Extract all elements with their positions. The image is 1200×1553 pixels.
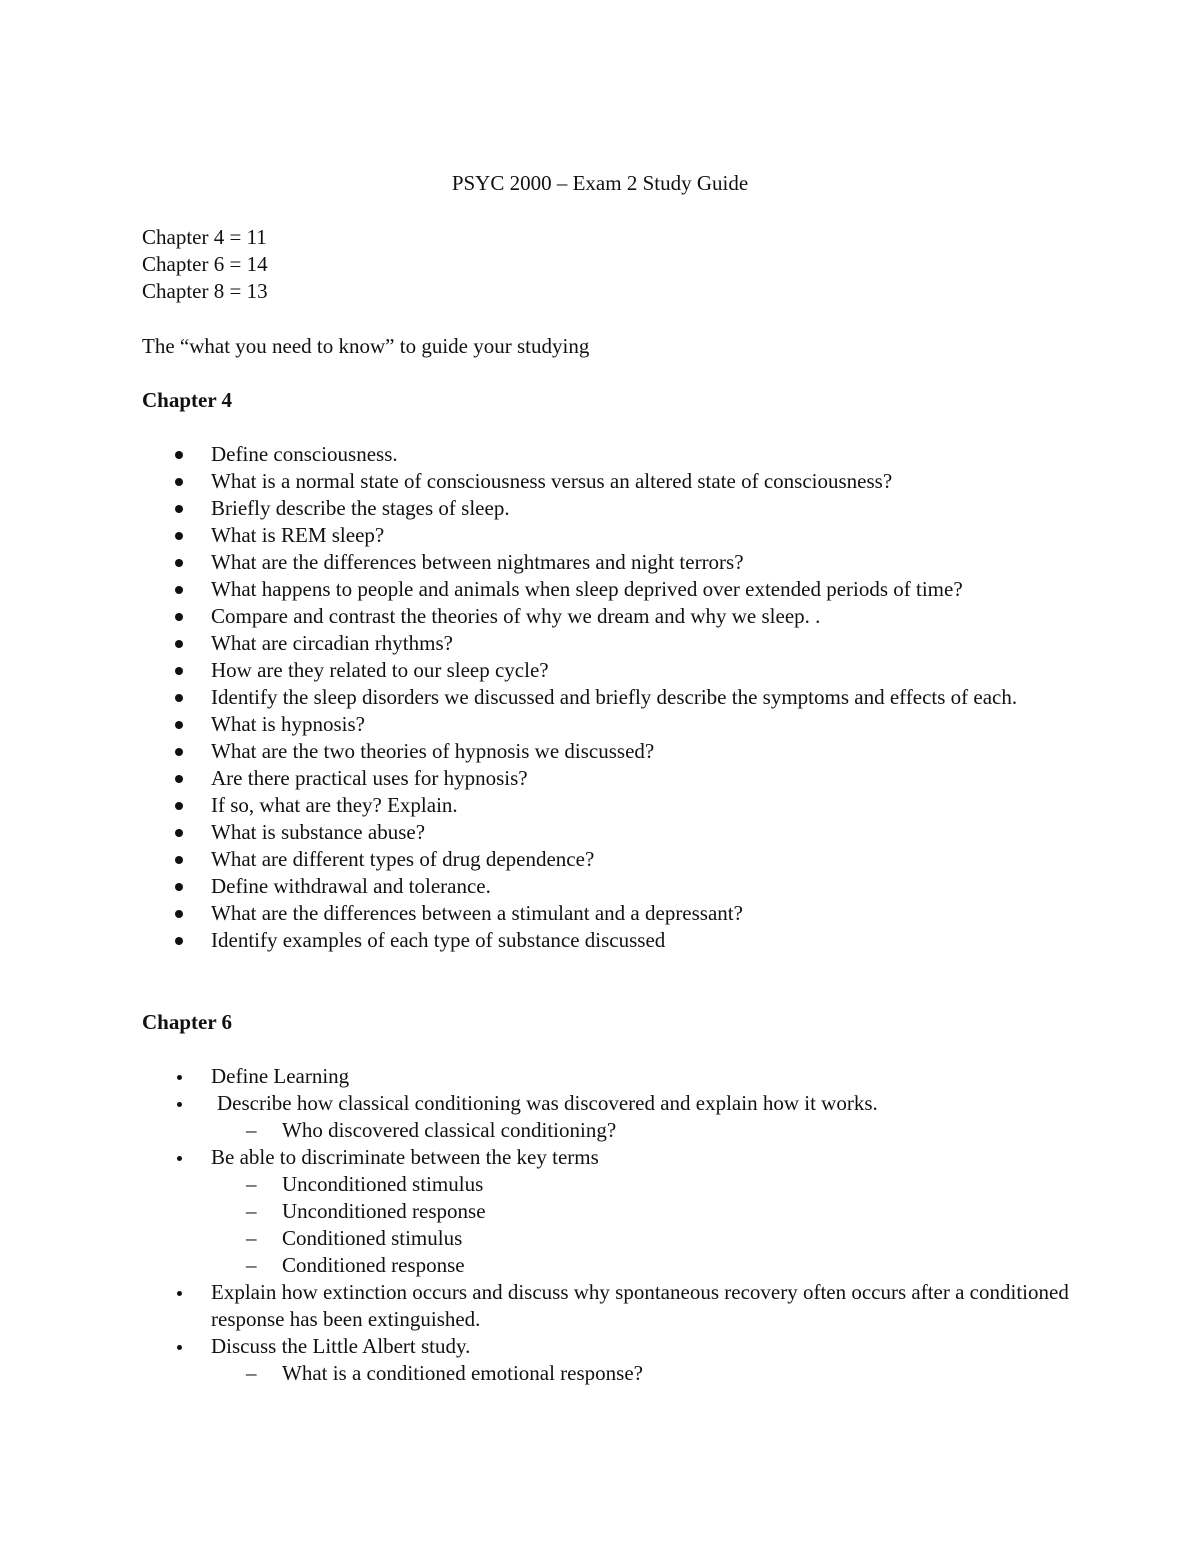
dash-icon: –	[246, 1253, 257, 1277]
list-item: Briefly describe the stages of sleep.	[142, 495, 1072, 522]
sub-list-item: – What is a conditioned emotional response?	[246, 1361, 643, 1385]
chapter-4-list	[142, 441, 1072, 954]
list-item: Compare and contrast the theories of why we dream and why we sleep. .	[142, 603, 1072, 630]
bullet-icon	[175, 613, 183, 621]
bullet-icon	[175, 748, 183, 756]
list-item: Identify the sleep disorders we discussed and briefly describe the symptoms and effects of each.	[142, 684, 1072, 711]
bullet-icon	[175, 829, 183, 837]
bullet-icon	[175, 883, 183, 891]
bullet-icon	[177, 1075, 182, 1080]
bullet-icon	[175, 694, 183, 702]
list-item: Are there practical uses for hypnosis?	[142, 765, 1072, 792]
bullet-icon	[177, 1156, 182, 1161]
list-item: Be able to discriminate between the key terms	[142, 1144, 1072, 1171]
list-item: Discuss the Little Albert study.	[142, 1333, 1072, 1360]
list-item: What is a normal state of consciousness versus an altered state of consciousness?	[142, 468, 1072, 495]
dash-icon: –	[246, 1226, 257, 1250]
bullet-icon	[175, 451, 183, 459]
chapter-4-heading: Chapter 4	[142, 388, 233, 412]
bullet-icon	[175, 937, 183, 945]
dash-icon: –	[246, 1199, 257, 1223]
dash-icon: –	[246, 1172, 257, 1196]
list-item: What is hypnosis?	[142, 711, 1072, 738]
bullet-icon	[177, 1102, 182, 1107]
list-item: Define withdrawal and tolerance.	[142, 873, 1072, 900]
sub-list-item: – Who discovered classical conditioning?	[246, 1118, 617, 1142]
bullet-icon	[175, 559, 183, 567]
bullet-icon	[175, 586, 183, 594]
sub-list-item: – Conditioned response	[246, 1253, 465, 1277]
dash-icon: –	[246, 1361, 257, 1385]
count-chapter-6: Chapter 6 = 14	[142, 252, 268, 276]
sub-list-item: – Unconditioned stimulus	[246, 1172, 484, 1196]
bullet-icon	[175, 775, 183, 783]
bullet-icon	[175, 478, 183, 486]
bullet-icon	[175, 667, 183, 675]
list-item: What are the differences between a stimulant and a depressant?	[142, 900, 1072, 927]
list-item: What is REM sleep?	[142, 522, 1072, 549]
bullet-icon	[175, 721, 183, 729]
list-item: What is substance abuse?	[142, 819, 1072, 846]
list-item: How are they related to our sleep cycle?	[142, 657, 1072, 684]
list-item: What are different types of drug dependence?	[142, 846, 1072, 873]
count-chapter-8: Chapter 8 = 13	[142, 279, 268, 303]
sub-list-item: – Conditioned stimulus	[246, 1226, 463, 1250]
list-item: Describe how classical conditioning was discovered and explain how it works.	[142, 1090, 1072, 1117]
list-item: What happens to people and animals when sleep deprived over extended periods of time?	[142, 576, 1072, 603]
list-item: If so, what are they? Explain.	[142, 792, 1072, 819]
list-item: What are circadian rhythms?	[142, 630, 1072, 657]
list-item: Define consciousness.	[142, 441, 1072, 468]
dash-icon: –	[246, 1118, 257, 1142]
chapter-question-counts	[142, 224, 268, 305]
document-title: PSYC 2000 – Exam 2 Study Guide	[451, 171, 749, 195]
list-item: Explain how extinction occurs and discuss why spontaneous recovery often occurs after a conditioned response has been extinguished.	[142, 1279, 1072, 1333]
bullet-icon	[175, 505, 183, 513]
sub-list-item: – Unconditioned response	[246, 1199, 486, 1223]
bullet-icon	[175, 532, 183, 540]
intro-text: The “what you need to know” to guide your studying	[142, 334, 590, 358]
list-item: Identify examples of each type of substance discussed	[142, 927, 1072, 954]
bullet-icon	[177, 1345, 182, 1350]
bullet-icon	[175, 910, 183, 918]
bullet-icon	[177, 1291, 182, 1296]
list-item: What are the two theories of hypnosis we discussed?	[142, 738, 1072, 765]
count-chapter-4: Chapter 4 = 11	[142, 225, 267, 249]
bullet-icon	[175, 640, 183, 648]
bullet-icon	[175, 802, 183, 810]
list-item: Define Learning	[142, 1063, 1072, 1090]
list-item: What are the differences between nightmares and night terrors?	[142, 549, 1072, 576]
chapter-6-heading: Chapter 6	[142, 1010, 233, 1034]
chapter-6-list	[142, 1063, 1072, 1387]
bullet-icon	[175, 856, 183, 864]
